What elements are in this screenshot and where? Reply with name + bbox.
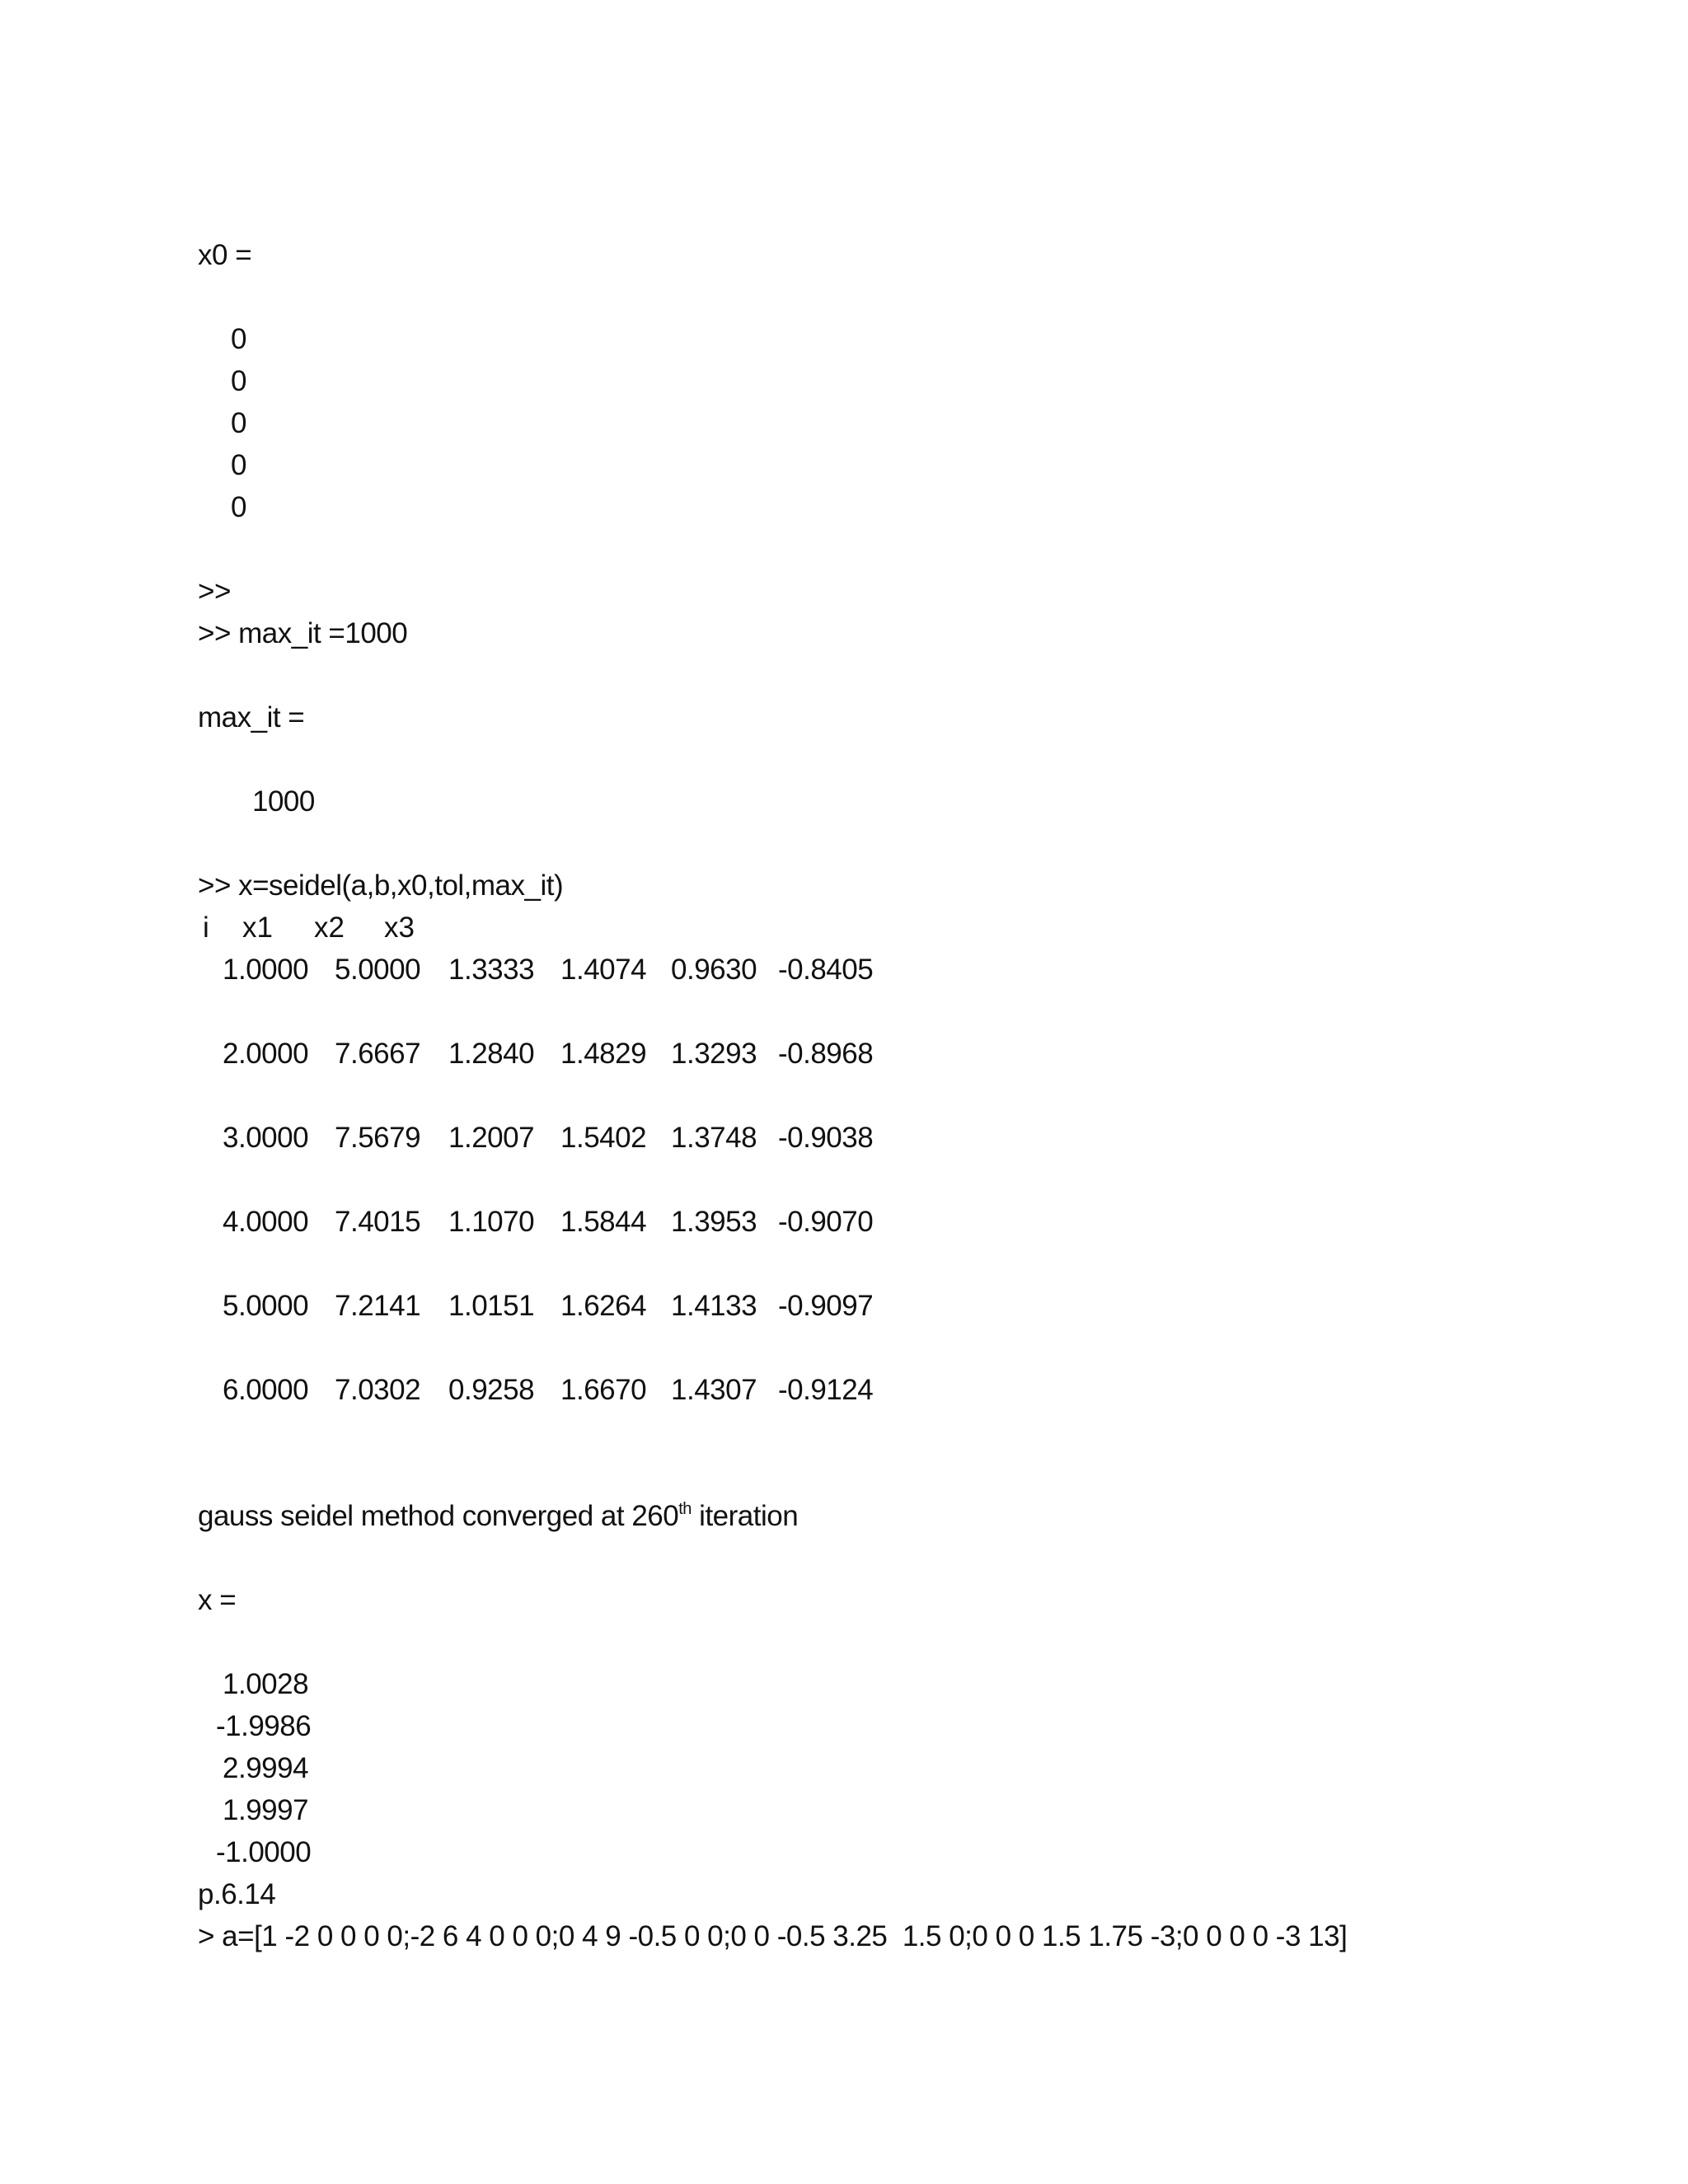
table-cell: 0.9258 — [448, 1374, 535, 1406]
ordinal-suffix: th — [678, 1500, 692, 1518]
table-cell: 7.4015 — [335, 1206, 421, 1238]
x0-value: 0 — [231, 449, 246, 481]
table-cell: 1.4829 — [560, 1038, 647, 1070]
header-i: i — [203, 912, 209, 944]
x0-label: x0 = — [198, 239, 252, 271]
table-cell: -0.9070 — [778, 1206, 874, 1238]
table-cell: 7.2141 — [335, 1290, 421, 1322]
max-it-label: max_it = — [198, 701, 305, 733]
table-cell: -0.9097 — [778, 1290, 874, 1322]
table-cell: 1.4133 — [671, 1290, 757, 1322]
table-cell: 1.3333 — [448, 954, 535, 986]
converged-sentence — [198, 1498, 798, 1535]
x0-value: 0 — [231, 323, 246, 355]
table-cell: 2.0000 — [223, 1038, 309, 1070]
x-result-value: -1.0000 — [216, 1836, 312, 1868]
table-cell: 5.0000 — [223, 1290, 309, 1322]
table-cell: 1.0151 — [448, 1290, 535, 1322]
table-cell: 1.3293 — [671, 1038, 757, 1070]
max-it-command: >> max_it =1000 — [198, 617, 408, 649]
header-x2: x2 — [314, 912, 345, 944]
table-cell: 4.0000 — [223, 1206, 309, 1238]
table-cell: -0.8968 — [778, 1038, 874, 1070]
header-x3: x3 — [384, 912, 415, 944]
table-cell: 1.3748 — [671, 1122, 757, 1154]
x0-value: 0 — [231, 365, 246, 397]
table-cell: -0.9038 — [778, 1122, 874, 1154]
section-label: p.6.14 — [198, 1878, 276, 1910]
max-it-value: 1000 — [252, 785, 315, 818]
table-cell: 1.2840 — [448, 1038, 535, 1070]
table-cell: 1.3953 — [671, 1206, 757, 1238]
prompt-line: >> — [198, 575, 231, 607]
x-result-value: -1.9986 — [216, 1710, 312, 1742]
table-cell: -0.9124 — [778, 1374, 874, 1406]
table-cell: 1.2007 — [448, 1122, 535, 1154]
x0-value: 0 — [231, 407, 246, 439]
x-result-value: 1.0028 — [223, 1668, 309, 1700]
table-cell: 6.0000 — [223, 1374, 309, 1406]
table-cell: 7.6667 — [335, 1038, 421, 1070]
table-cell: 1.5844 — [560, 1206, 647, 1238]
x-result-value: 2.9994 — [223, 1752, 309, 1784]
table-cell: 1.0000 — [223, 954, 309, 986]
matrix-command: > a=[1 -2 0 0 0 0;-2 6 4 0 0 0;0 4 9 -0.5 0 0;0 0 -0.5 3.25 1.5 0;0 0 0 1.5 1.75 -3;0 0 0 0 -3 13] — [198, 1920, 1348, 1952]
table-cell: 7.5679 — [335, 1122, 421, 1154]
x-result-label: x = — [198, 1584, 237, 1616]
table-cell: 5.0000 — [335, 954, 421, 986]
table-cell: 1.1070 — [448, 1206, 535, 1238]
table-cell: 1.5402 — [560, 1122, 647, 1154]
table-cell: -0.8405 — [778, 954, 874, 986]
table-cell: 0.9630 — [671, 954, 757, 986]
converged-text: gauss seidel method converged at 260 — [198, 1500, 679, 1532]
table-cell: 1.4307 — [671, 1374, 757, 1406]
table-cell: 1.6670 — [560, 1374, 647, 1406]
table-cell: 1.4074 — [560, 954, 647, 986]
x-result-value: 1.9997 — [223, 1794, 309, 1826]
table-cell: 3.0000 — [223, 1122, 309, 1154]
table-cell: 7.0302 — [335, 1374, 421, 1406]
header-x1: x1 — [242, 912, 273, 944]
seidel-command: >> x=seidel(a,b,x0,tol,max_it) — [198, 869, 564, 902]
x0-value: 0 — [231, 491, 246, 523]
table-cell: 1.6264 — [560, 1290, 647, 1322]
converged-suffix: iteration — [691, 1500, 799, 1532]
